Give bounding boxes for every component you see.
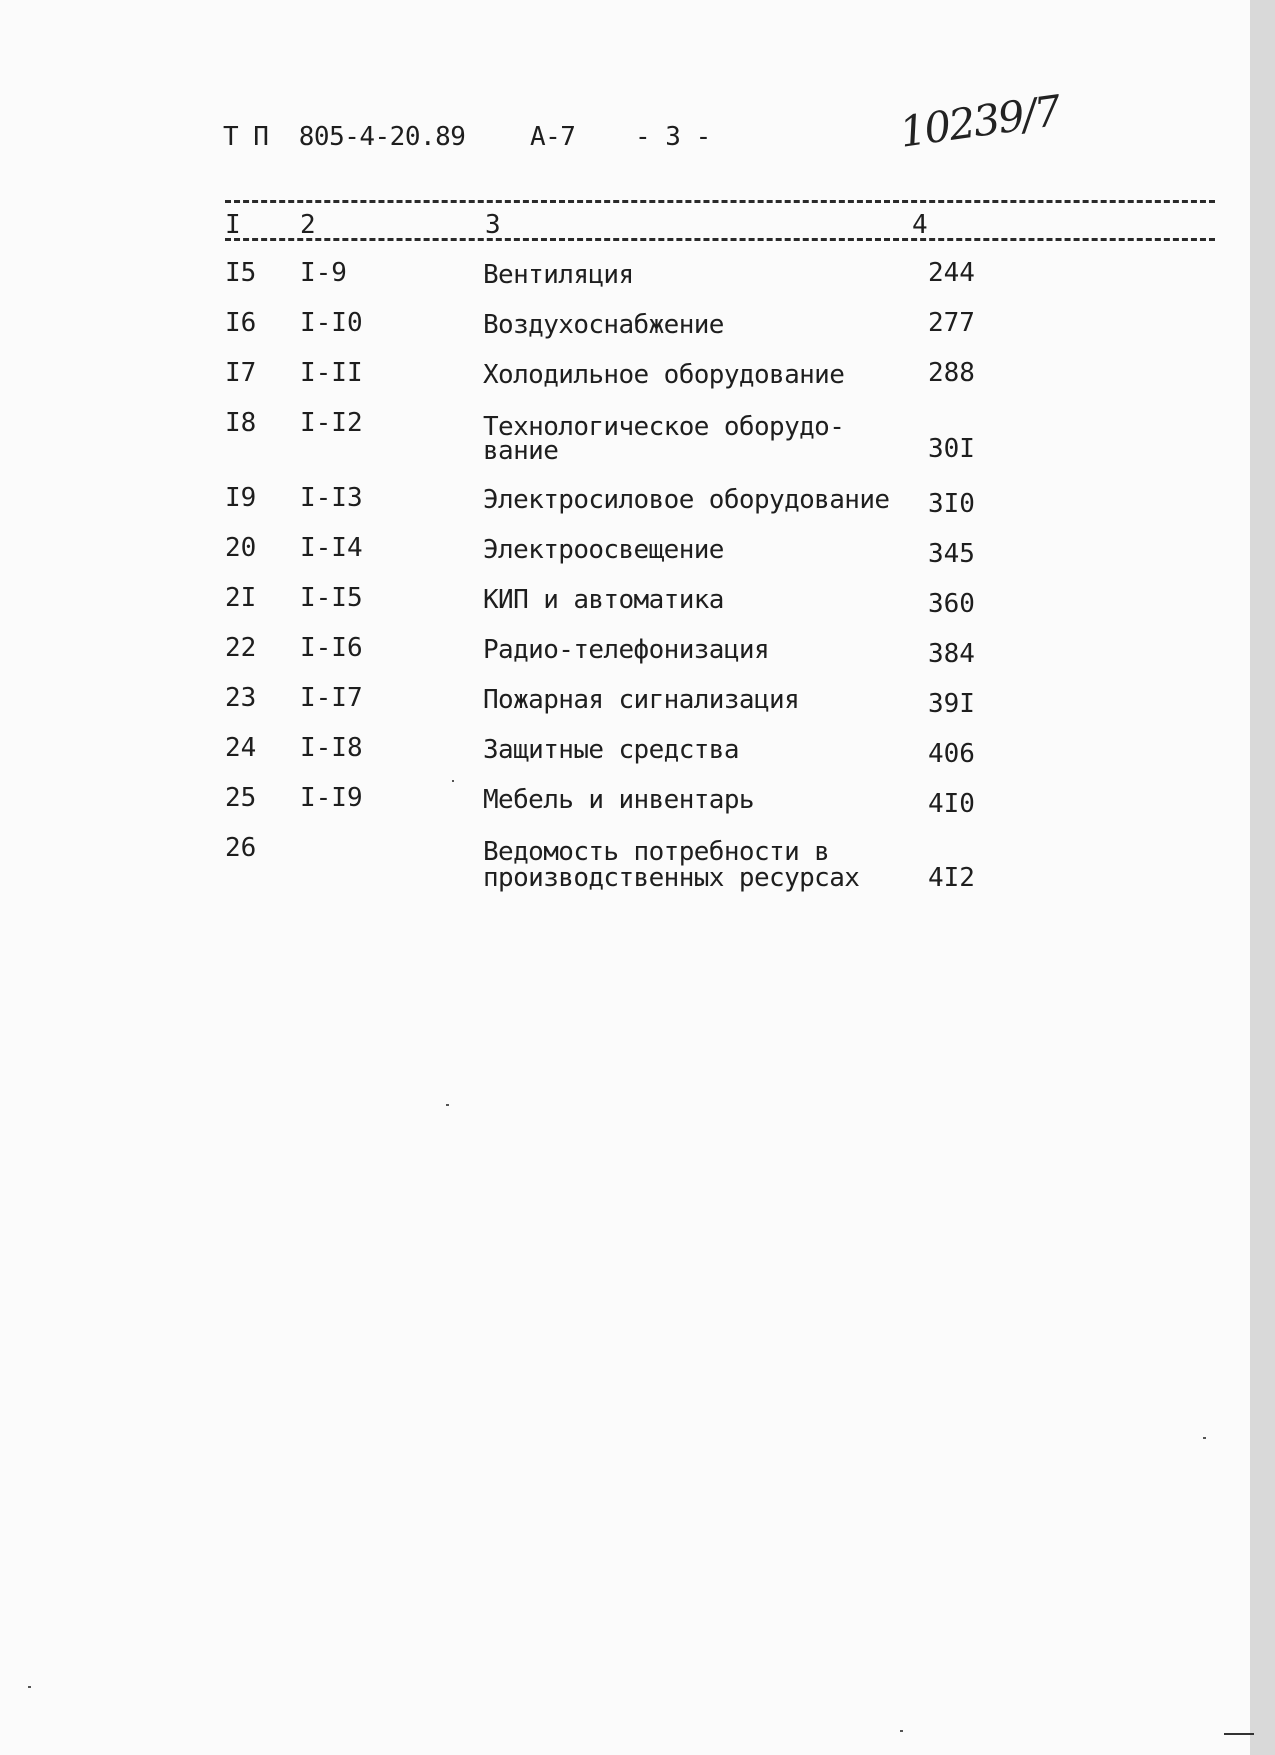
- row-number: 2I: [225, 583, 257, 613]
- document-code: Т П 805-4-20.89: [223, 122, 466, 152]
- column-header-4: 4: [912, 210, 928, 240]
- row-number: I8: [225, 408, 257, 438]
- handwritten-inventory-number: 10239/7: [896, 85, 1063, 157]
- scan-speck: [446, 1104, 449, 1106]
- row-number: I7: [225, 358, 257, 388]
- row-page: 4I0: [928, 789, 975, 819]
- row-title: Пожарная сигнализация: [483, 685, 800, 715]
- row-title: Холодильное оборудование: [483, 360, 845, 390]
- row-title: Воздухоснабжение: [483, 310, 724, 340]
- row-number: I5: [225, 258, 257, 288]
- scan-speck: [28, 1686, 31, 1688]
- row-number: 23: [225, 683, 257, 713]
- row-page: 4I2: [928, 863, 975, 893]
- row-number: 24: [225, 733, 257, 763]
- row-number: 20: [225, 533, 257, 563]
- scan-mark-line: [1224, 1733, 1254, 1735]
- row-page: 406: [928, 739, 975, 769]
- top-dashed-rule: [225, 200, 1215, 203]
- scan-speck: [900, 1730, 903, 1732]
- row-title: Радио-телефонизация: [483, 635, 770, 665]
- scan-edge: [1250, 0, 1275, 1755]
- row-code: I-I9: [300, 783, 363, 813]
- row-page: 30I: [928, 434, 975, 464]
- row-title-line-1: Технологическое оборудо-: [483, 412, 845, 442]
- column-header-3: 3: [485, 210, 501, 240]
- column-header-1: I: [225, 210, 241, 240]
- album-number: А-7: [530, 122, 576, 152]
- row-code: I-I2: [300, 408, 363, 438]
- row-title: Защитные средства: [483, 735, 739, 765]
- row-title-line-2: вание: [483, 436, 559, 466]
- row-page: 384: [928, 639, 975, 669]
- scan-speck: [452, 780, 454, 782]
- row-page: 345: [928, 539, 975, 569]
- row-code: I-I6: [300, 633, 363, 663]
- row-title: Электросиловое оборудование: [483, 485, 890, 515]
- row-title: Мебель и инвентарь: [483, 785, 754, 815]
- row-title: Электроосвещение: [483, 535, 724, 565]
- row-title-line-2: производственных ресурсах: [483, 863, 860, 893]
- page-number: - 3 -: [635, 122, 711, 152]
- row-page: 360: [928, 589, 975, 619]
- row-page: 288: [928, 358, 975, 388]
- row-code: I-I5: [300, 583, 363, 613]
- row-page: 3I0: [928, 489, 975, 519]
- row-code: I-I7: [300, 683, 363, 713]
- row-page: 277: [928, 308, 975, 338]
- row-number: I9: [225, 483, 257, 513]
- row-number: 25: [225, 783, 257, 813]
- row-title: КИП и автоматика: [483, 585, 724, 615]
- scan-speck: [1203, 1437, 1206, 1439]
- column-header-2: 2: [300, 210, 316, 240]
- row-number: 22: [225, 633, 257, 663]
- row-title: Вентиляция: [483, 260, 634, 290]
- row-code: I-I8: [300, 733, 363, 763]
- row-code: I-9: [300, 258, 347, 288]
- row-code: I-I4: [300, 533, 363, 563]
- row-number: 26: [225, 833, 257, 863]
- row-page: 244: [928, 258, 975, 288]
- row-title-line-1: Ведомость потребности в: [483, 837, 830, 867]
- header-dashed-rule: [225, 238, 1215, 241]
- row-code: I-I0: [300, 308, 363, 338]
- row-number: I6: [225, 308, 257, 338]
- row-code: I-I3: [300, 483, 363, 513]
- row-page: 39I: [928, 689, 975, 719]
- row-code: I-II: [300, 358, 363, 388]
